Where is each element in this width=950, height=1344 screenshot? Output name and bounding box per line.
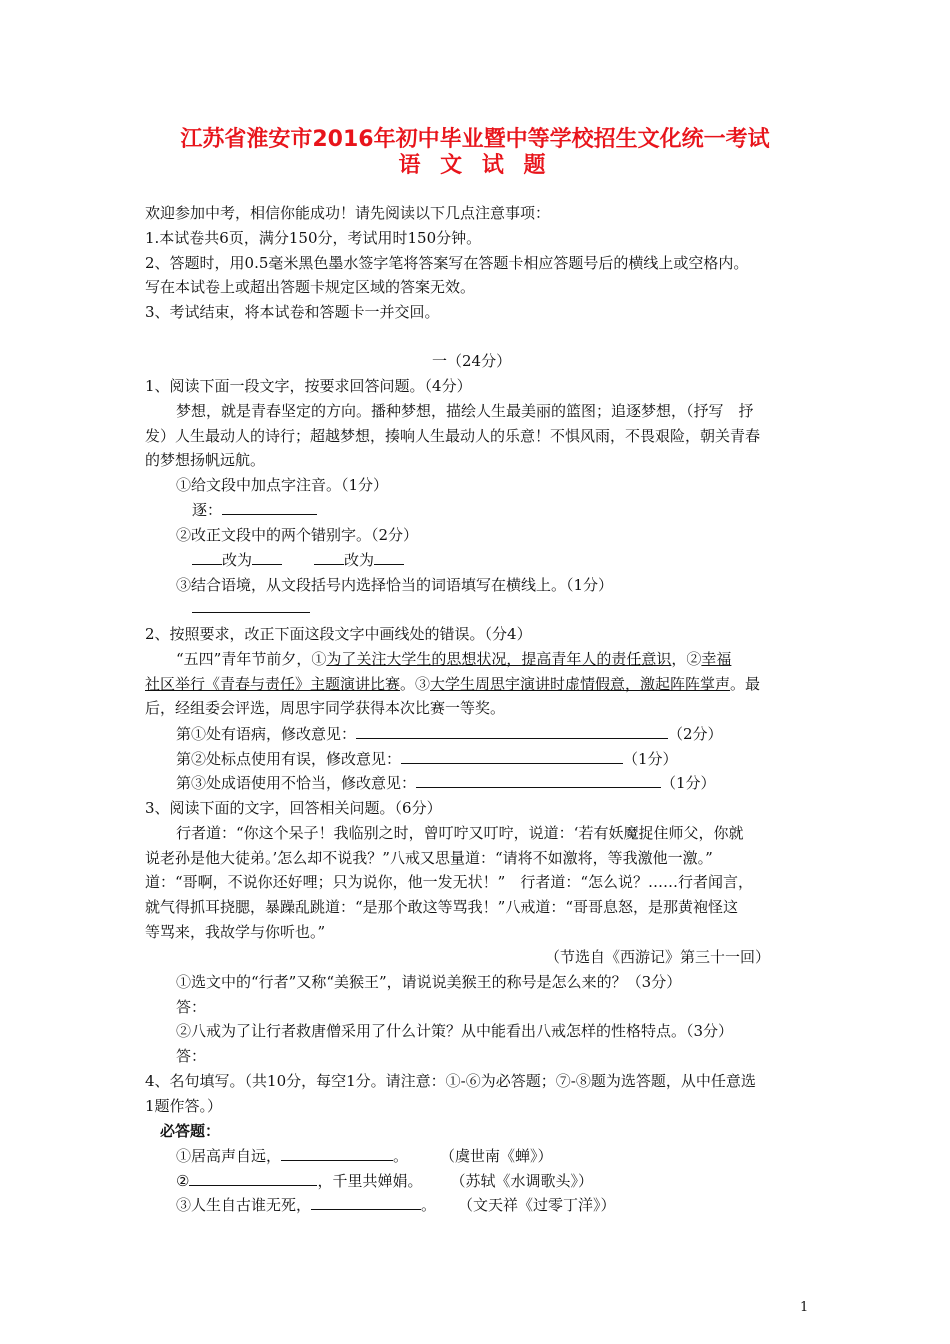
q1-heading: 1、阅读下面一段文字，按要求回答问题。（4分） xyxy=(145,377,472,395)
q2-heading: 2、按照要求，改正下面这段文字中画线处的错误。（分4） xyxy=(145,625,532,643)
q3-sub2: ②八戒为了让行者救唐僧采用了什么计策？从中能看出八戒怎样的性格特点。（3分） xyxy=(176,1022,734,1040)
q1-sub2: ②改正文段中的两个错别字。（2分） xyxy=(176,526,419,544)
answer-blank[interactable] xyxy=(416,773,661,788)
q1-sub1-answer: 逐： xyxy=(192,500,317,520)
answer-blank[interactable] xyxy=(192,598,310,613)
notice-2a: 2、答题时，用0.5毫米黑色墨水签字笔将答案写在答题卡相应答题号后的横线上或空格内。 xyxy=(145,254,749,272)
q3-passage-line: 等骂来，我故学与你听也。” xyxy=(145,923,326,941)
q3-passage-line: 道：“哥啊，不说你还好哩；只为说你，他一发无状！” 行者道：“怎么说？……行者闻言， xyxy=(145,873,754,891)
q1-sub1: ①给文段中加点字注音。（1分） xyxy=(176,476,389,494)
notice-1: 1.本试卷共6页，满分150分，考试用时150分钟。 xyxy=(145,229,482,247)
q4-item-2: ② ，千里共婵娟。 （苏轼《水调歌头》） xyxy=(176,1172,593,1190)
answer-blank[interactable] xyxy=(374,550,404,565)
q2-answer-3: 第③处成语使用不恰当，修改意见： （1分） xyxy=(176,774,716,792)
answer-blank[interactable] xyxy=(314,550,344,565)
answer-blank[interactable] xyxy=(281,1146,393,1161)
q4-item-1: ①居高声自远， 。 （虞世南《蝉》） xyxy=(176,1147,553,1165)
required-label: 必答题： xyxy=(160,1122,221,1140)
q1-passage-line: 梦想，就是青春坚定的方向。播种梦想，描绘人生最美丽的篮图；追逐梦想，（抒写 抒 xyxy=(176,402,754,420)
q2-passage-line: 社区举行《青春与责任》主题演讲比赛。③大学生周思宇演讲时虚情假意，激起阵阵掌声。最 xyxy=(145,675,761,693)
q1-passage-line: 发）人生最动人的诗行；超越梦想，揍响人生最动人的乐意！不惧风雨，不畏艰险，朝关青春 xyxy=(145,427,761,445)
notice-3: 3、考试结束，将本试卷和答题卡一并交回。 xyxy=(145,303,440,321)
q3-passage-line: 说老孙是他大徒弟。’怎么却不说我？”八戒又思量道：“请将不如激将，等我激他一激。” xyxy=(145,849,713,867)
answer-blank[interactable] xyxy=(356,724,668,739)
q1-sub2-answer: 改为 改为 xyxy=(192,550,404,570)
q2-answer-2: 第②处标点使用有误，修改意见： （1分） xyxy=(176,750,678,768)
q3-source: （节选自《西游记》第三十一回） xyxy=(545,948,771,966)
q1-passage-line: 的梦想扬帆远航。 xyxy=(145,451,266,469)
q4-item-3: ③人生自古谁无死， 。 （文天祥《过零丁洋》） xyxy=(176,1196,616,1214)
answer-blank[interactable] xyxy=(401,749,623,764)
q2-passage-line: “五四”青年节前夕，①为了关注大学生的思想状况，提高青年人的责任意识，②幸福 xyxy=(176,650,732,668)
answer-blank[interactable] xyxy=(192,550,222,565)
answer-blank[interactable] xyxy=(222,500,317,515)
q2-answer-1: 第①处有语病，修改意见： （2分） xyxy=(176,725,723,743)
q4-heading: 4、名句填写。（共10分，每空1分。请注意：①-⑥为必答题；⑦-⑧题为选答题，从中任意选 xyxy=(145,1072,756,1090)
q3-heading: 3、阅读下面的文字，回答相关问题。（6分） xyxy=(145,799,442,817)
q3-sub1: ①选文中的“行者”又称“美猴王”，请说说美猴王的称号是怎么来的？（3分） xyxy=(176,973,682,991)
q4-heading-cont: 1题作答。） xyxy=(145,1097,223,1115)
exam-title: 江苏省淮安市2016年初中毕业暨中等学校招生文化统一考试 xyxy=(180,127,770,152)
exam-subtitle: 语 文 试 题 xyxy=(398,153,552,178)
q3-sub1-answer: 答： xyxy=(176,998,207,1016)
answer-blank[interactable] xyxy=(311,1195,421,1210)
q3-passage-line: 行者道：“你这个呆子！我临别之时，曾叮咛又叮咛，说道：‘若有妖魔捉住师父，你就 xyxy=(176,824,744,842)
q3-sub2-answer: 答： xyxy=(176,1047,207,1065)
section-heading: 一（24分） xyxy=(432,352,512,370)
answer-blank[interactable] xyxy=(189,1171,317,1186)
q1-sub3: ③结合语境，从文段括号内选择恰当的词语填写在横线上。（1分） xyxy=(176,576,614,594)
notice-intro: 欢迎参加中考，相信你能成功！请先阅读以下几点注意事项： xyxy=(145,204,551,222)
notice-2b: 写在本试卷上或超出答题卡规定区域的答案无效。 xyxy=(145,278,476,296)
answer-blank[interactable] xyxy=(252,550,282,565)
q2-passage-line: 后，经组委会评选，周思宇同学获得本次比赛一等奖。 xyxy=(145,699,506,717)
page-number: 1 xyxy=(800,1300,809,1315)
q3-passage-line: 就气得抓耳挠腮，暴躁乱跳道：“是那个敢这等骂我！”八戒道：“哥哥息怒，是那黄袍怪这 xyxy=(145,898,739,916)
q1-sub3-answer xyxy=(192,598,310,618)
